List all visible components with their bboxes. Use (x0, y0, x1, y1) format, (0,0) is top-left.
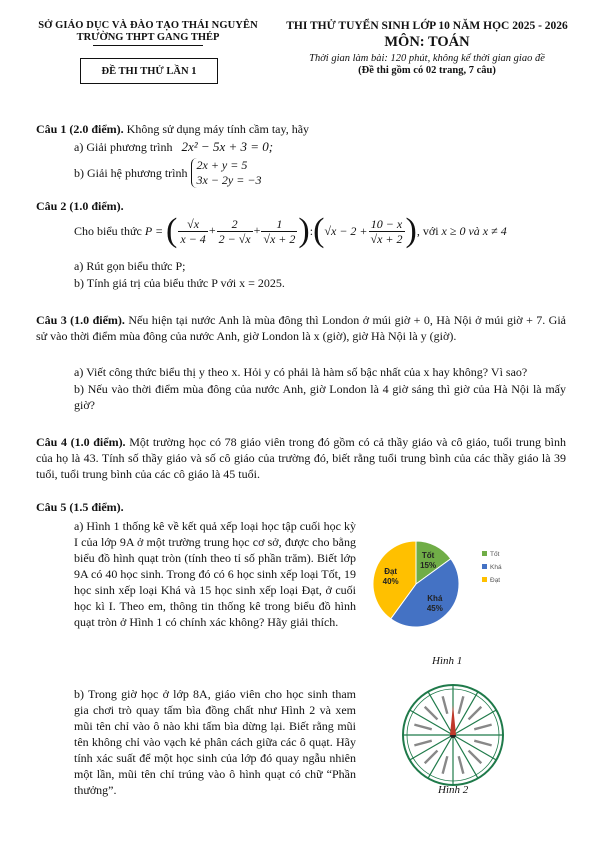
q1-a (74, 139, 273, 155)
q2-a: a) Rút gọn biểu thức P; (74, 259, 186, 273)
q2-prefix: Cho biểu thức (74, 224, 142, 238)
q1-heading (36, 121, 309, 137)
q1-b-text: b) Giải hệ phương trình (74, 166, 188, 180)
school-name: TRƯỜNG THPT GANG THÉP (76, 32, 220, 43)
pie-slices (373, 541, 459, 627)
pages-note: (Đề thi gồm có 02 trang, 7 câu) (358, 65, 496, 76)
q5-b: b) Trong giờ học ở lớp 8A, giáo viên cho học sinh tham gia chơi trò quay tấm bìa đồng chất như Hình 2 và xem mũi tên chỉ vào ô nào khi tấm bìa dừng lại. Biết rằng mũi tên không chỉ vào vạch kẻ phân cách giữa các ô quạt. Hãy tính xác suất để một học sinh của lớp đó quay ngẫu nhiên một lần, mũi tên chỉ trúng vào ô hình quạt có chữ “Phần thưởng”. (74, 687, 356, 797)
q5-title: Câu 5 (1.5 điểm). (36, 500, 124, 514)
q3-title: Câu 3 (1.0 điểm). (36, 313, 125, 327)
paren-close-2: ) (405, 212, 417, 249)
q3-body: Nếu hiện tại nước Anh là mùa đông thì London ở múi giờ + 0, Hà Nội ở múi giờ + 7. Giả sử vào thời điểm mùa đông của nước Anh, giờ London là x (giờ), giờ Hà Nội là y (giờ). (36, 313, 566, 343)
q1-a-math: 2x² − 5x + 3 = 0; (181, 139, 274, 154)
q1-a-text: a) Giải phương trình (74, 140, 173, 154)
time-note: Thời gian làm bài: 120 phút, không kể thời gian giao đề (309, 53, 545, 64)
q1-eq2: 3x − 2y = −3 (196, 173, 262, 187)
pie-value-1: 15% (420, 561, 437, 571)
pie-chart (370, 534, 520, 634)
frac-2: $\frac{2}{2 - √x}$ (218, 216, 251, 246)
prize-wheel (398, 680, 508, 790)
exam-title: THI THỬ TUYỂN SINH LỚP 10 NĂM HỌC 2025 - 2026 (286, 20, 568, 32)
colon: : (309, 224, 314, 238)
fig2-caption: Hình 2 (438, 784, 469, 796)
legend-swatch-1 (482, 551, 487, 556)
exam-box: ĐỀ THI THỬ LẦN 1 (80, 58, 218, 84)
legend-label-2: Khá (490, 564, 502, 571)
q4-title: Câu 4 (1.0 điểm). (36, 435, 126, 449)
q2-title: Câu 2 (1.0 điểm). (36, 199, 124, 213)
q2-expression: Cho biểu thức P = ( $\frac{√x}{x - 4}$ + $\frac{2}{2 - √x}$ + $\frac{1}{√x + 2}$ ):(√x − 2 + $\frac{10 - x}{√x + 2}$ ), với x ≥ 0 và x ≠ 4 (74, 212, 507, 249)
paren-open: ( (166, 212, 178, 249)
legend-label-3: Đạt (490, 577, 501, 584)
q4-block (36, 434, 566, 482)
frac-1: $\frac{√x}{x - 4}$ (180, 216, 206, 246)
legend-label-1: Tốt (490, 551, 500, 558)
q3-b: b) Nếu vào thời điểm mùa đông của nước Anh, giờ London là 4 giờ sáng thì giờ của Hà Nội là mấy giờ? (74, 382, 566, 412)
wheel-sectors (403, 685, 503, 785)
pie-legend (482, 549, 502, 584)
legend-swatch-2 (482, 564, 487, 569)
q1-system (191, 158, 262, 188)
q3-block (36, 312, 566, 344)
legend-swatch-3 (482, 577, 487, 582)
cond-math: x ≥ 0 và x ≠ 4 (441, 224, 507, 238)
inner-a: √x − 2 + (324, 224, 368, 238)
q1-title: Câu 1 (2.0 điểm). (36, 122, 124, 136)
paren-close: ) (298, 212, 310, 249)
paren-open-2: ( (313, 212, 325, 249)
frac-4: $\frac{10 - x}{√x + 2}$ (370, 216, 403, 246)
q1-intro: Không sử dụng máy tính cầm tay, hãy (126, 122, 310, 136)
pie-value-3: 40% (382, 576, 399, 586)
q1-b (74, 158, 261, 188)
dept-name: SỞ GIÁO DỤC VÀ ĐÀO TẠO THÁI NGUYÊN (38, 20, 258, 31)
pie-label-2: Khá (427, 593, 443, 603)
divider (93, 45, 203, 46)
frac-3: $\frac{1}{√x + 2}$ (263, 216, 296, 246)
fig1-caption: Hình 1 (432, 655, 463, 667)
pie-label-3: Đạt (384, 566, 398, 576)
cond-text: , với (416, 224, 439, 238)
subject: MÔN: TOÁN (384, 34, 470, 50)
pie-value-2: 45% (426, 603, 443, 613)
pie-label-1: Tốt (421, 551, 435, 561)
q3-a: a) Viết công thức biểu thị y theo x. Hỏi y có phải là hàm số bậc nhất của x hay không? Vì sao? (74, 365, 528, 379)
q2-b: b) Tính giá trị của biểu thức P với x = 2025. (74, 276, 285, 290)
header-right (282, 20, 572, 76)
q2-p-eq: P = (144, 224, 164, 238)
header-left (28, 20, 268, 46)
q4-body: Một trường học có 78 giáo viên trong đó gồm có cả thầy giáo và cô giáo, tuổi trung bình của họ là 43. Tính số thầy giáo và số cô giáo của trường đó, biết rằng tuổi trung bình của các thầy giáo là 39 tuổi, tuổi trung bình của các cô giáo là 45 tuổi. (36, 435, 566, 481)
q5-a: a) Hình 1 thống kê về kết quả xếp loại học tập cuối học kỳ I của lớp 9A ở một trường trung học cơ sở, được cho bằng biểu đồ hình quạt tròn (tính theo tỉ số phần trăm). Biết lớp 9A có 40 học sinh. Trong đó có 6 học sinh xếp loại Tốt, 19 học sinh xếp loại Khá và 15 học sinh xếp loại Đạt, ở cuối học kì I. Theo em, thông tin thống kê trong biểu đồ hình quạt tròn ở Hình 1 có chính xác không? Hãy giải thích. (74, 519, 356, 629)
q1-eq1: 2x + y = 5 (196, 158, 248, 172)
